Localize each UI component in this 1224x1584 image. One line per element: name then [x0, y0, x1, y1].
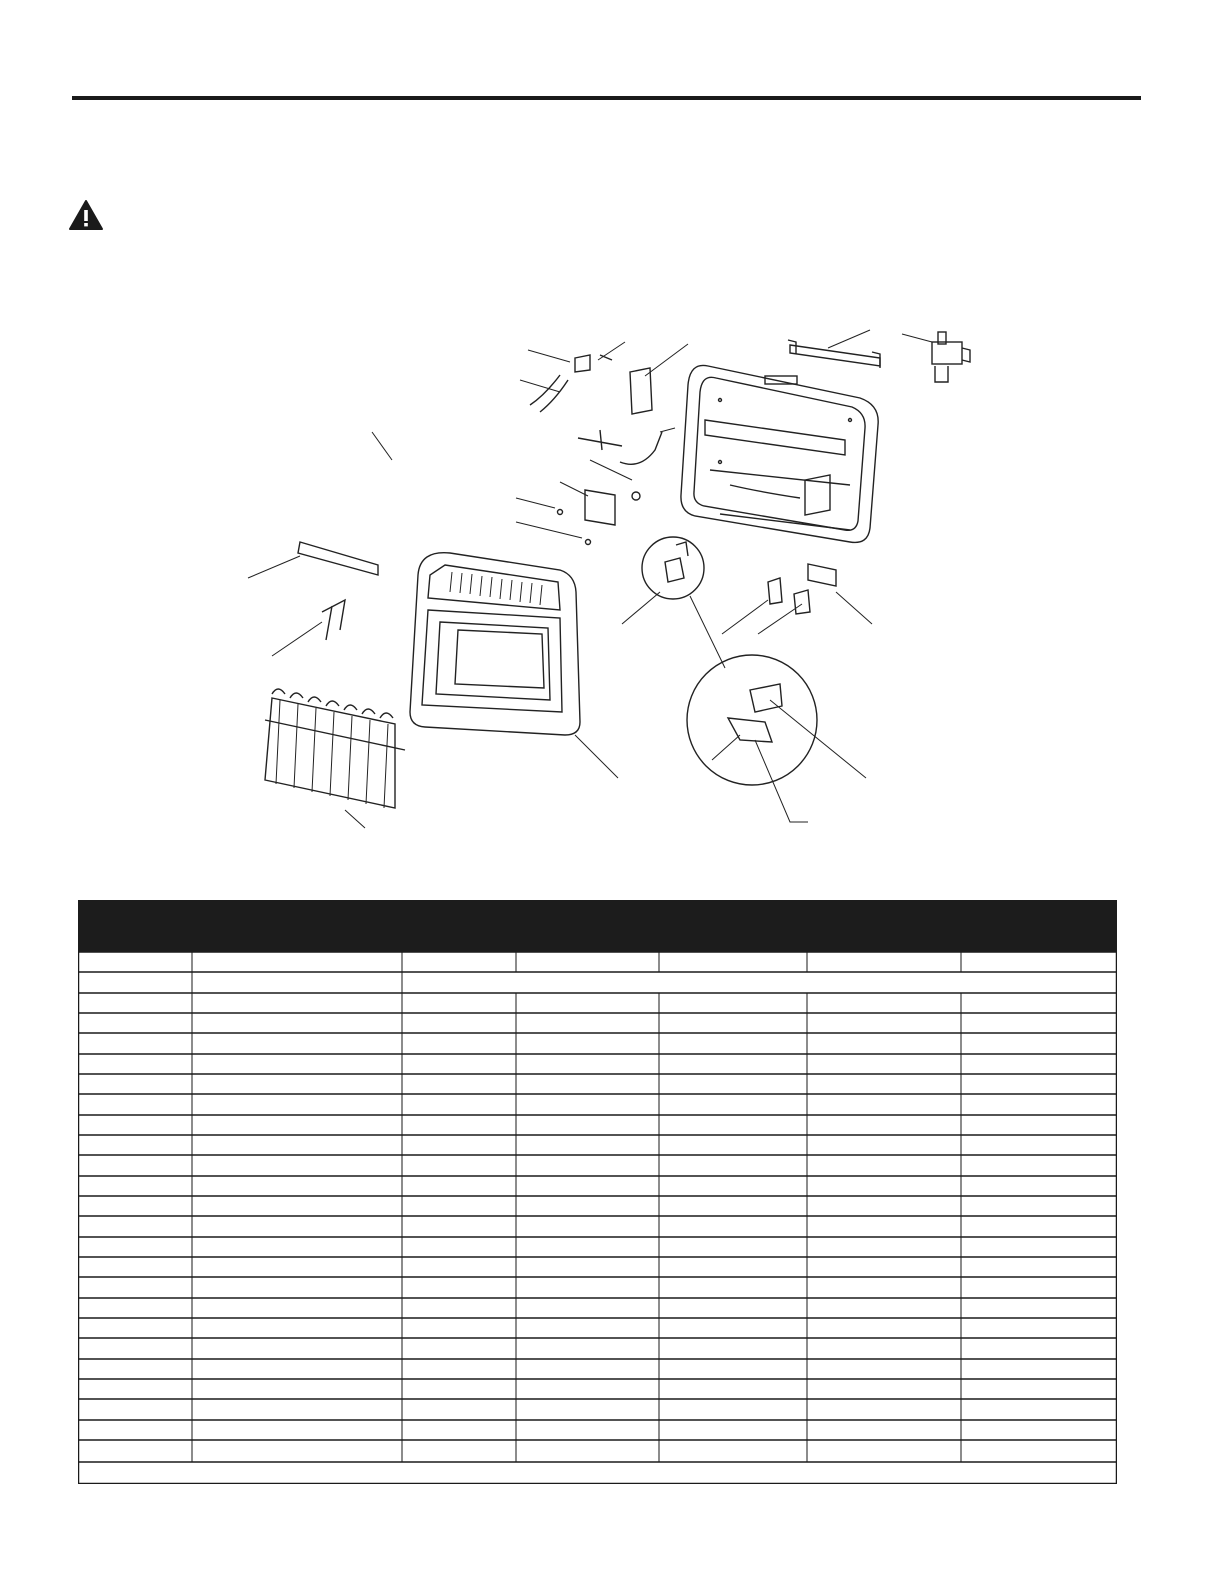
parts-table	[78, 900, 1117, 1484]
inlet-connector	[932, 332, 970, 382]
top-cover	[298, 542, 378, 575]
side-parts	[768, 564, 836, 614]
exploded-parts-diagram	[0, 300, 1224, 860]
foot-bracket	[322, 600, 345, 640]
top-rule	[72, 96, 1141, 100]
rear-housing	[681, 365, 878, 542]
small-parts	[530, 355, 662, 545]
table-body	[78, 952, 1117, 1484]
detail-circle-small	[642, 537, 704, 599]
top-bracket	[788, 340, 880, 368]
front-grill	[265, 689, 405, 808]
detail-connector	[690, 596, 725, 668]
table-header	[78, 900, 1117, 952]
detail-circle-large	[687, 655, 817, 785]
warning-icon	[68, 199, 104, 231]
front-cabinet	[410, 553, 580, 735]
